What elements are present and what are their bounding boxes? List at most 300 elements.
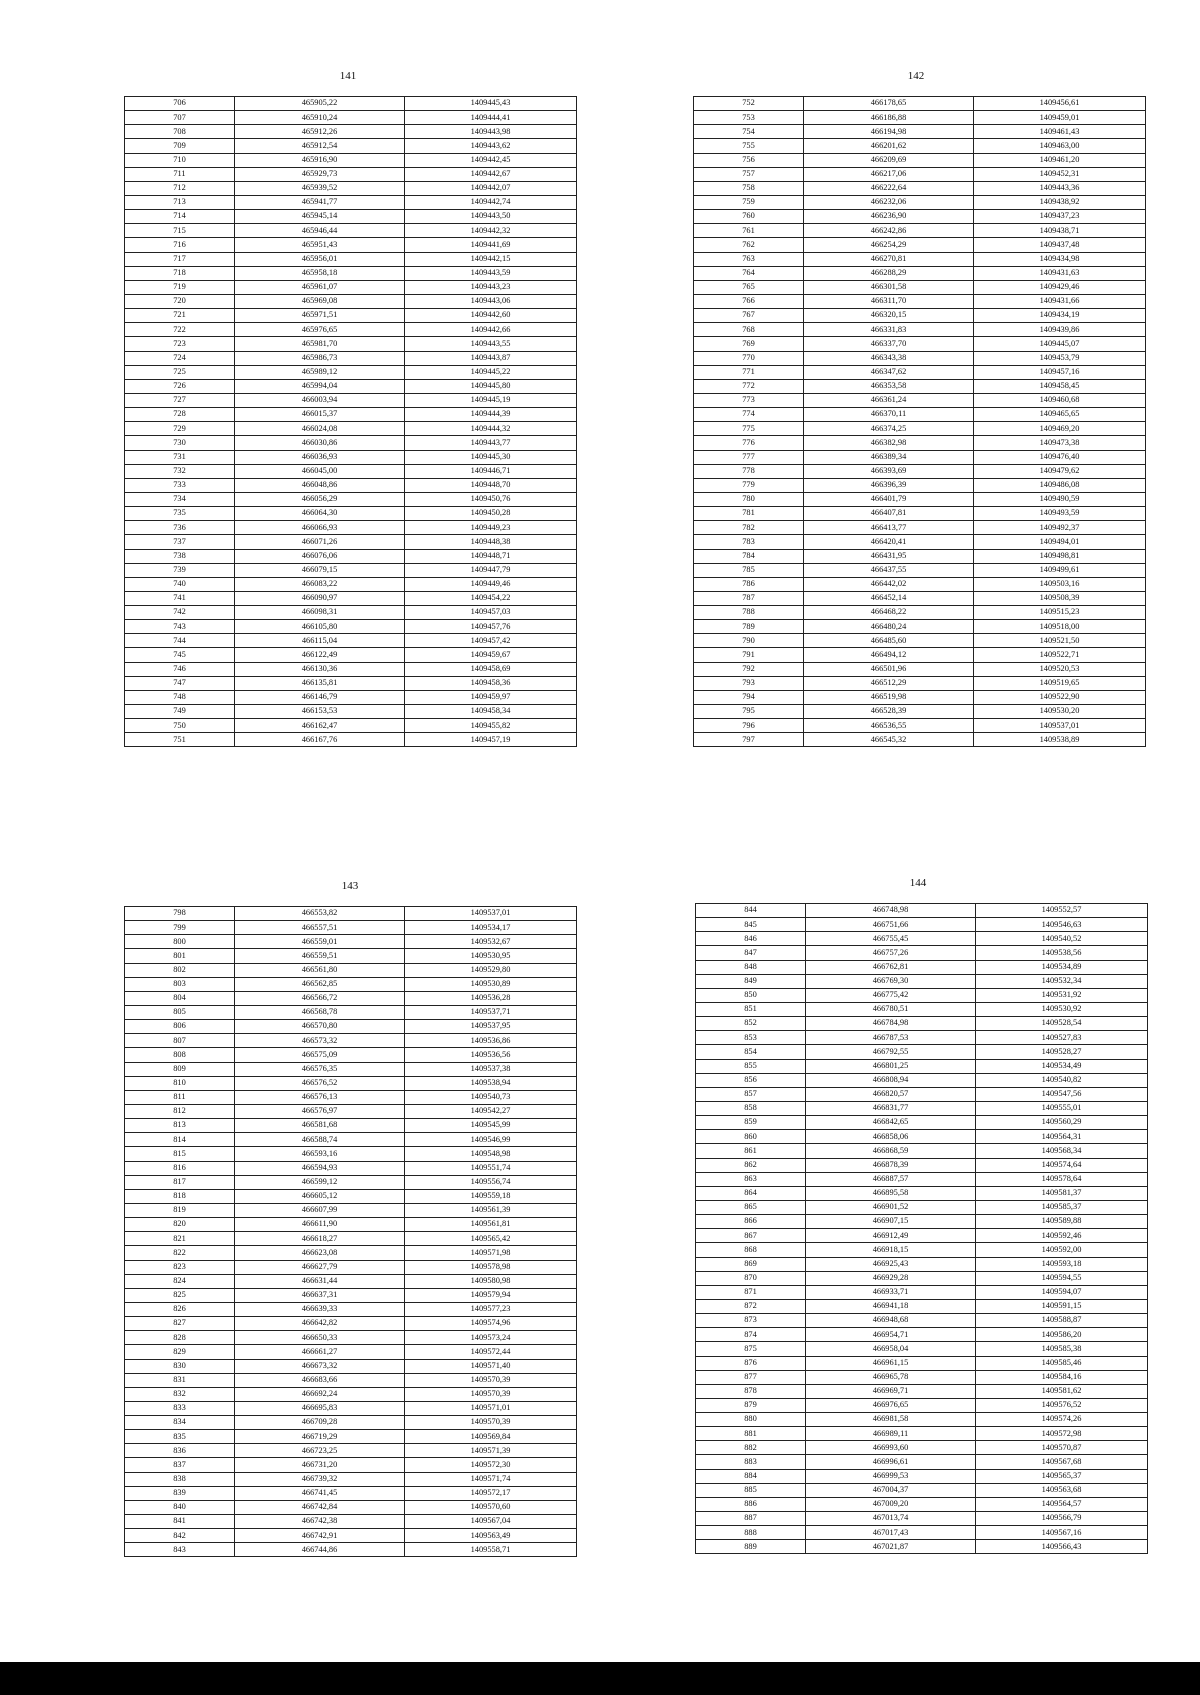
point-number-cell: 754 <box>694 125 804 139</box>
y-coordinate-cell: 1409453,79 <box>974 351 1146 365</box>
y-coordinate-cell: 1409577,23 <box>405 1302 577 1316</box>
point-number-cell: 744 <box>125 634 235 648</box>
y-coordinate-cell: 1409438,71 <box>974 224 1146 238</box>
x-coordinate-cell: 465910,24 <box>235 111 405 125</box>
y-coordinate-cell: 1409460,68 <box>974 393 1146 407</box>
y-coordinate-cell: 1409570,39 <box>405 1387 577 1401</box>
point-number-cell: 742 <box>125 606 235 620</box>
point-number-cell: 777 <box>694 450 804 464</box>
y-coordinate-cell: 1409458,69 <box>405 662 577 676</box>
table-row <box>125 1161 577 1175</box>
x-coordinate-cell: 466969,71 <box>806 1384 976 1398</box>
x-coordinate-cell: 466868,59 <box>806 1144 976 1158</box>
point-number-cell: 856 <box>696 1073 806 1087</box>
y-coordinate-cell: 1409593,18 <box>976 1257 1148 1271</box>
table-row <box>694 492 1146 506</box>
table-row <box>694 577 1146 591</box>
table-row <box>125 1430 577 1444</box>
x-coordinate-cell: 466954,71 <box>806 1328 976 1342</box>
point-number-cell: 838 <box>125 1472 235 1486</box>
x-coordinate-cell: 466066,93 <box>235 521 405 535</box>
table-row <box>696 1384 1148 1398</box>
table-row <box>125 252 577 266</box>
table-row <box>694 97 1146 111</box>
y-coordinate-cell: 1409490,59 <box>974 492 1146 506</box>
y-coordinate-cell: 1409461,20 <box>974 153 1146 167</box>
table-row <box>125 1317 577 1331</box>
table-row <box>694 648 1146 662</box>
point-number-cell: 865 <box>696 1200 806 1214</box>
x-coordinate-cell: 466719,29 <box>235 1430 405 1444</box>
table-row <box>696 1540 1148 1554</box>
point-number-cell: 800 <box>125 935 235 949</box>
x-coordinate-cell: 466780,51 <box>806 1002 976 1016</box>
point-number-cell: 836 <box>125 1444 235 1458</box>
x-coordinate-cell: 465945,14 <box>235 210 405 224</box>
y-coordinate-cell: 1409520,53 <box>974 662 1146 676</box>
x-coordinate-cell: 466407,81 <box>804 507 974 521</box>
point-number-cell: 710 <box>125 153 235 167</box>
point-number-cell: 711 <box>125 167 235 181</box>
y-coordinate-cell: 1409589,88 <box>976 1215 1148 1229</box>
y-coordinate-cell: 1409571,74 <box>405 1472 577 1486</box>
table-row <box>696 946 1148 960</box>
y-coordinate-cell: 1409493,59 <box>974 507 1146 521</box>
table-row <box>125 408 577 422</box>
x-coordinate-cell: 466948,68 <box>806 1314 976 1328</box>
point-number-cell: 783 <box>694 535 804 549</box>
x-coordinate-cell: 465946,44 <box>235 224 405 238</box>
x-coordinate-cell: 466374,25 <box>804 422 974 436</box>
y-coordinate-cell: 1409530,95 <box>405 949 577 963</box>
y-coordinate-cell: 1409546,99 <box>405 1133 577 1147</box>
point-number-cell: 883 <box>696 1455 806 1469</box>
y-coordinate-cell: 1409443,06 <box>405 294 577 308</box>
y-coordinate-cell: 1409540,73 <box>405 1090 577 1104</box>
table-row <box>694 266 1146 280</box>
y-coordinate-cell: 1409592,00 <box>976 1243 1148 1257</box>
x-coordinate-cell: 466692,24 <box>235 1387 405 1401</box>
point-number-cell: 743 <box>125 620 235 634</box>
y-coordinate-cell: 1409571,98 <box>405 1246 577 1260</box>
table-row <box>125 1246 577 1260</box>
y-coordinate-cell: 1409503,16 <box>974 577 1146 591</box>
table-row <box>125 705 577 719</box>
point-number-cell: 721 <box>125 309 235 323</box>
table-row <box>125 521 577 535</box>
y-coordinate-cell: 1409536,28 <box>405 991 577 1005</box>
point-number-cell: 852 <box>696 1017 806 1031</box>
y-coordinate-cell: 1409545,99 <box>405 1119 577 1133</box>
point-number-cell: 768 <box>694 323 804 337</box>
y-coordinate-cell: 1409558,71 <box>405 1543 577 1557</box>
x-coordinate-cell: 465951,43 <box>235 238 405 252</box>
point-number-cell: 769 <box>694 337 804 351</box>
y-coordinate-cell: 1409458,36 <box>405 676 577 690</box>
table-row <box>696 1059 1148 1073</box>
y-coordinate-cell: 1409574,26 <box>976 1413 1148 1427</box>
point-number-cell: 707 <box>125 111 235 125</box>
y-coordinate-cell: 1409578,98 <box>405 1260 577 1274</box>
x-coordinate-cell: 466739,32 <box>235 1472 405 1486</box>
table-row <box>696 1342 1148 1356</box>
table-row <box>125 1005 577 1019</box>
point-number-cell: 796 <box>694 719 804 733</box>
table-row <box>125 1274 577 1288</box>
coordinates-table <box>693 96 1146 747</box>
y-coordinate-cell: 1409537,95 <box>405 1020 577 1034</box>
y-coordinate-cell: 1409437,23 <box>974 210 1146 224</box>
point-number-cell: 867 <box>696 1229 806 1243</box>
point-number-cell: 763 <box>694 252 804 266</box>
point-number-cell: 778 <box>694 464 804 478</box>
point-number-cell: 826 <box>125 1302 235 1316</box>
x-coordinate-cell: 466353,58 <box>804 379 974 393</box>
x-coordinate-cell: 466605,12 <box>235 1189 405 1203</box>
table-row <box>125 393 577 407</box>
point-number-cell: 872 <box>696 1299 806 1313</box>
x-coordinate-cell: 466242,86 <box>804 224 974 238</box>
x-coordinate-cell: 466599,12 <box>235 1175 405 1189</box>
table-row <box>696 1356 1148 1370</box>
x-coordinate-cell: 466673,32 <box>235 1359 405 1373</box>
table-row <box>125 1416 577 1430</box>
x-coordinate-cell: 466437,55 <box>804 563 974 577</box>
x-coordinate-cell: 466566,72 <box>235 991 405 1005</box>
y-coordinate-cell: 1409437,48 <box>974 238 1146 252</box>
table-row <box>125 422 577 436</box>
y-coordinate-cell: 1409571,39 <box>405 1444 577 1458</box>
x-coordinate-cell: 466631,44 <box>235 1274 405 1288</box>
point-number-cell: 788 <box>694 606 804 620</box>
x-coordinate-cell: 466999,53 <box>806 1469 976 1483</box>
y-coordinate-cell: 1409529,80 <box>405 963 577 977</box>
x-coordinate-cell: 466941,18 <box>806 1299 976 1313</box>
x-coordinate-cell: 466912,49 <box>806 1229 976 1243</box>
table-row <box>694 280 1146 294</box>
table-row <box>696 1441 1148 1455</box>
point-number-cell: 837 <box>125 1458 235 1472</box>
y-coordinate-cell: 1409522,71 <box>974 648 1146 662</box>
y-coordinate-cell: 1409574,96 <box>405 1317 577 1331</box>
y-coordinate-cell: 1409560,29 <box>976 1116 1148 1130</box>
table-row <box>694 351 1146 365</box>
point-number-cell: 840 <box>125 1500 235 1514</box>
x-coordinate-cell: 466442,02 <box>804 577 974 591</box>
point-number-cell: 809 <box>125 1062 235 1076</box>
x-coordinate-cell: 467017,43 <box>806 1526 976 1540</box>
table-row <box>125 1288 577 1302</box>
x-coordinate-cell: 466024,08 <box>235 422 405 436</box>
point-number-cell: 876 <box>696 1356 806 1370</box>
point-number-cell: 842 <box>125 1529 235 1543</box>
table-row <box>125 1062 577 1076</box>
y-coordinate-cell: 1409459,97 <box>405 690 577 704</box>
point-number-cell: 846 <box>696 932 806 946</box>
table-row <box>694 379 1146 393</box>
y-coordinate-cell: 1409445,30 <box>405 450 577 464</box>
point-number-cell: 805 <box>125 1005 235 1019</box>
point-number-cell: 785 <box>694 563 804 577</box>
point-number-cell: 751 <box>125 733 235 747</box>
x-coordinate-cell: 466742,38 <box>235 1515 405 1529</box>
page-number: 144 <box>909 877 927 889</box>
point-number-cell: 864 <box>696 1186 806 1200</box>
y-coordinate-cell: 1409570,60 <box>405 1500 577 1514</box>
table-row <box>125 1515 577 1529</box>
point-number-cell: 773 <box>694 393 804 407</box>
table-row <box>694 153 1146 167</box>
y-coordinate-cell: 1409439,86 <box>974 323 1146 337</box>
point-number-cell: 806 <box>125 1020 235 1034</box>
table-row <box>696 1130 1148 1144</box>
table-row <box>125 1401 577 1415</box>
y-coordinate-cell: 1409536,56 <box>405 1048 577 1062</box>
x-coordinate-cell: 466929,28 <box>806 1271 976 1285</box>
x-coordinate-cell: 466343,38 <box>804 351 974 365</box>
table-row <box>696 1427 1148 1441</box>
x-coordinate-cell: 466468,22 <box>804 606 974 620</box>
point-number-cell: 714 <box>125 210 235 224</box>
y-coordinate-cell: 1409538,94 <box>405 1076 577 1090</box>
point-number-cell: 885 <box>696 1483 806 1497</box>
point-number-cell: 789 <box>694 620 804 634</box>
point-number-cell: 830 <box>125 1359 235 1373</box>
table-row <box>696 1526 1148 1540</box>
point-number-cell: 776 <box>694 436 804 450</box>
x-coordinate-cell: 466742,91 <box>235 1529 405 1543</box>
x-coordinate-cell: 466115,04 <box>235 634 405 648</box>
point-number-cell: 857 <box>696 1087 806 1101</box>
x-coordinate-cell: 466575,09 <box>235 1048 405 1062</box>
y-coordinate-cell: 1409588,87 <box>976 1314 1148 1328</box>
table-row <box>694 606 1146 620</box>
table-row <box>125 1302 577 1316</box>
point-number-cell: 888 <box>696 1526 806 1540</box>
table-row <box>694 408 1146 422</box>
y-coordinate-cell: 1409585,37 <box>976 1200 1148 1214</box>
y-coordinate-cell: 1409519,65 <box>974 676 1146 690</box>
table-row <box>125 577 577 591</box>
point-number-cell: 731 <box>125 450 235 464</box>
table-row <box>125 606 577 620</box>
x-coordinate-cell: 466683,66 <box>235 1373 405 1387</box>
x-coordinate-cell: 466576,52 <box>235 1076 405 1090</box>
x-coordinate-cell: 466431,95 <box>804 549 974 563</box>
x-coordinate-cell: 466167,76 <box>235 733 405 747</box>
table-row <box>694 690 1146 704</box>
y-coordinate-cell: 1409443,62 <box>405 139 577 153</box>
x-coordinate-cell: 466071,26 <box>235 535 405 549</box>
x-coordinate-cell: 465986,73 <box>235 351 405 365</box>
y-coordinate-cell: 1409457,76 <box>405 620 577 634</box>
point-number-cell: 765 <box>694 280 804 294</box>
point-number-cell: 781 <box>694 507 804 521</box>
coordinates-table <box>124 96 577 747</box>
table-row <box>125 719 577 733</box>
y-coordinate-cell: 1409455,82 <box>405 719 577 733</box>
point-number-cell: 730 <box>125 436 235 450</box>
y-coordinate-cell: 1409442,74 <box>405 195 577 209</box>
table-row <box>696 1314 1148 1328</box>
point-number-cell: 801 <box>125 949 235 963</box>
y-coordinate-cell: 1409559,18 <box>405 1189 577 1203</box>
y-coordinate-cell: 1409498,81 <box>974 549 1146 563</box>
x-coordinate-cell: 466757,26 <box>806 946 976 960</box>
x-coordinate-cell: 466048,86 <box>235 478 405 492</box>
point-number-cell: 795 <box>694 705 804 719</box>
x-coordinate-cell: 466420,41 <box>804 535 974 549</box>
point-number-cell: 834 <box>125 1416 235 1430</box>
point-number-cell: 725 <box>125 365 235 379</box>
table-row <box>125 210 577 224</box>
table-row <box>125 436 577 450</box>
y-coordinate-cell: 1409458,34 <box>405 705 577 719</box>
y-coordinate-cell: 1409534,89 <box>976 960 1148 974</box>
table-row <box>696 1158 1148 1172</box>
point-number-cell: 853 <box>696 1031 806 1045</box>
x-coordinate-cell: 466965,78 <box>806 1370 976 1384</box>
point-number-cell: 822 <box>125 1246 235 1260</box>
point-number-cell: 738 <box>125 549 235 563</box>
table-row <box>125 139 577 153</box>
x-coordinate-cell: 466301,58 <box>804 280 974 294</box>
y-coordinate-cell: 1409564,57 <box>976 1497 1148 1511</box>
table-row <box>125 1373 577 1387</box>
y-coordinate-cell: 1409443,50 <box>405 210 577 224</box>
x-coordinate-cell: 466695,83 <box>235 1401 405 1415</box>
point-number-cell: 843 <box>125 1543 235 1557</box>
point-number-cell: 755 <box>694 139 804 153</box>
x-coordinate-cell: 466030,86 <box>235 436 405 450</box>
point-number-cell: 708 <box>125 125 235 139</box>
table-row <box>125 1345 577 1359</box>
y-coordinate-cell: 1409461,43 <box>974 125 1146 139</box>
table-row <box>694 323 1146 337</box>
table-row <box>125 1500 577 1514</box>
table-row <box>125 379 577 393</box>
point-number-cell: 779 <box>694 478 804 492</box>
table-row <box>696 1116 1148 1130</box>
x-coordinate-cell: 466723,25 <box>235 1444 405 1458</box>
point-number-cell: 871 <box>696 1285 806 1299</box>
x-coordinate-cell: 465971,51 <box>235 309 405 323</box>
page-number: 143 <box>341 880 359 892</box>
point-number-cell: 761 <box>694 224 804 238</box>
point-number-cell: 803 <box>125 977 235 991</box>
y-coordinate-cell: 1409443,55 <box>405 337 577 351</box>
x-coordinate-cell: 466311,70 <box>804 294 974 308</box>
y-coordinate-cell: 1409442,66 <box>405 323 577 337</box>
table-row <box>696 1243 1148 1257</box>
point-number-cell: 855 <box>696 1059 806 1073</box>
y-coordinate-cell: 1409456,61 <box>974 97 1146 111</box>
x-coordinate-cell: 466559,01 <box>235 935 405 949</box>
x-coordinate-cell: 466993,60 <box>806 1441 976 1455</box>
y-coordinate-cell: 1409537,71 <box>405 1005 577 1019</box>
point-number-cell: 799 <box>125 921 235 935</box>
table-row <box>694 549 1146 563</box>
point-number-cell: 732 <box>125 464 235 478</box>
y-coordinate-cell: 1409568,34 <box>976 1144 1148 1158</box>
table-row <box>125 733 577 747</box>
point-number-cell: 760 <box>694 210 804 224</box>
x-coordinate-cell: 466581,68 <box>235 1119 405 1133</box>
point-number-cell: 886 <box>696 1497 806 1511</box>
point-number-cell: 726 <box>125 379 235 393</box>
y-coordinate-cell: 1409570,39 <box>405 1416 577 1430</box>
y-coordinate-cell: 1409594,07 <box>976 1285 1148 1299</box>
y-coordinate-cell: 1409530,20 <box>974 705 1146 719</box>
y-coordinate-cell: 1409546,63 <box>976 918 1148 932</box>
x-coordinate-cell: 466762,81 <box>806 960 976 974</box>
point-number-cell: 750 <box>125 719 235 733</box>
table-row <box>694 139 1146 153</box>
y-coordinate-cell: 1409443,59 <box>405 266 577 280</box>
point-number-cell: 815 <box>125 1147 235 1161</box>
x-coordinate-cell: 466485,60 <box>804 634 974 648</box>
table-row <box>125 97 577 111</box>
table-row <box>694 181 1146 195</box>
y-coordinate-cell: 1409561,39 <box>405 1203 577 1217</box>
x-coordinate-cell: 466217,06 <box>804 167 974 181</box>
y-coordinate-cell: 1409448,70 <box>405 478 577 492</box>
point-number-cell: 740 <box>125 577 235 591</box>
y-coordinate-cell: 1409591,15 <box>976 1299 1148 1313</box>
table-row <box>694 634 1146 648</box>
table-row <box>125 1090 577 1104</box>
point-number-cell: 791 <box>694 648 804 662</box>
x-coordinate-cell: 466347,62 <box>804 365 974 379</box>
x-coordinate-cell: 466146,79 <box>235 690 405 704</box>
x-coordinate-cell: 466090,97 <box>235 591 405 605</box>
x-coordinate-cell: 466858,06 <box>806 1130 976 1144</box>
x-coordinate-cell: 466748,98 <box>806 904 976 918</box>
x-coordinate-cell: 466545,32 <box>804 733 974 747</box>
y-coordinate-cell: 1409540,82 <box>976 1073 1148 1087</box>
x-coordinate-cell: 466593,16 <box>235 1147 405 1161</box>
x-coordinate-cell: 466642,82 <box>235 1317 405 1331</box>
y-coordinate-cell: 1409444,41 <box>405 111 577 125</box>
x-coordinate-cell: 466480,24 <box>804 620 974 634</box>
point-number-cell: 848 <box>696 960 806 974</box>
table-row <box>125 1444 577 1458</box>
point-number-cell: 850 <box>696 988 806 1002</box>
x-coordinate-cell: 466501,96 <box>804 662 974 676</box>
y-coordinate-cell: 1409452,31 <box>974 167 1146 181</box>
table-row <box>696 974 1148 988</box>
table-row <box>696 1455 1148 1469</box>
x-coordinate-cell: 466361,24 <box>804 393 974 407</box>
table-row <box>125 591 577 605</box>
point-number-cell: 847 <box>696 946 806 960</box>
table-row <box>694 705 1146 719</box>
y-coordinate-cell: 1409528,54 <box>976 1017 1148 1031</box>
y-coordinate-cell: 1409531,92 <box>976 988 1148 1002</box>
table-row <box>694 337 1146 351</box>
point-number-cell: 764 <box>694 266 804 280</box>
y-coordinate-cell: 1409457,19 <box>405 733 577 747</box>
y-coordinate-cell: 1409540,52 <box>976 932 1148 946</box>
x-coordinate-cell: 466623,08 <box>235 1246 405 1260</box>
x-coordinate-cell: 466105,80 <box>235 620 405 634</box>
point-number-cell: 728 <box>125 408 235 422</box>
y-coordinate-cell: 1409570,39 <box>405 1373 577 1387</box>
x-coordinate-cell: 466194,98 <box>804 125 974 139</box>
y-coordinate-cell: 1409571,01 <box>405 1401 577 1415</box>
table-row <box>696 1413 1148 1427</box>
scan-border <box>0 1662 1200 1695</box>
